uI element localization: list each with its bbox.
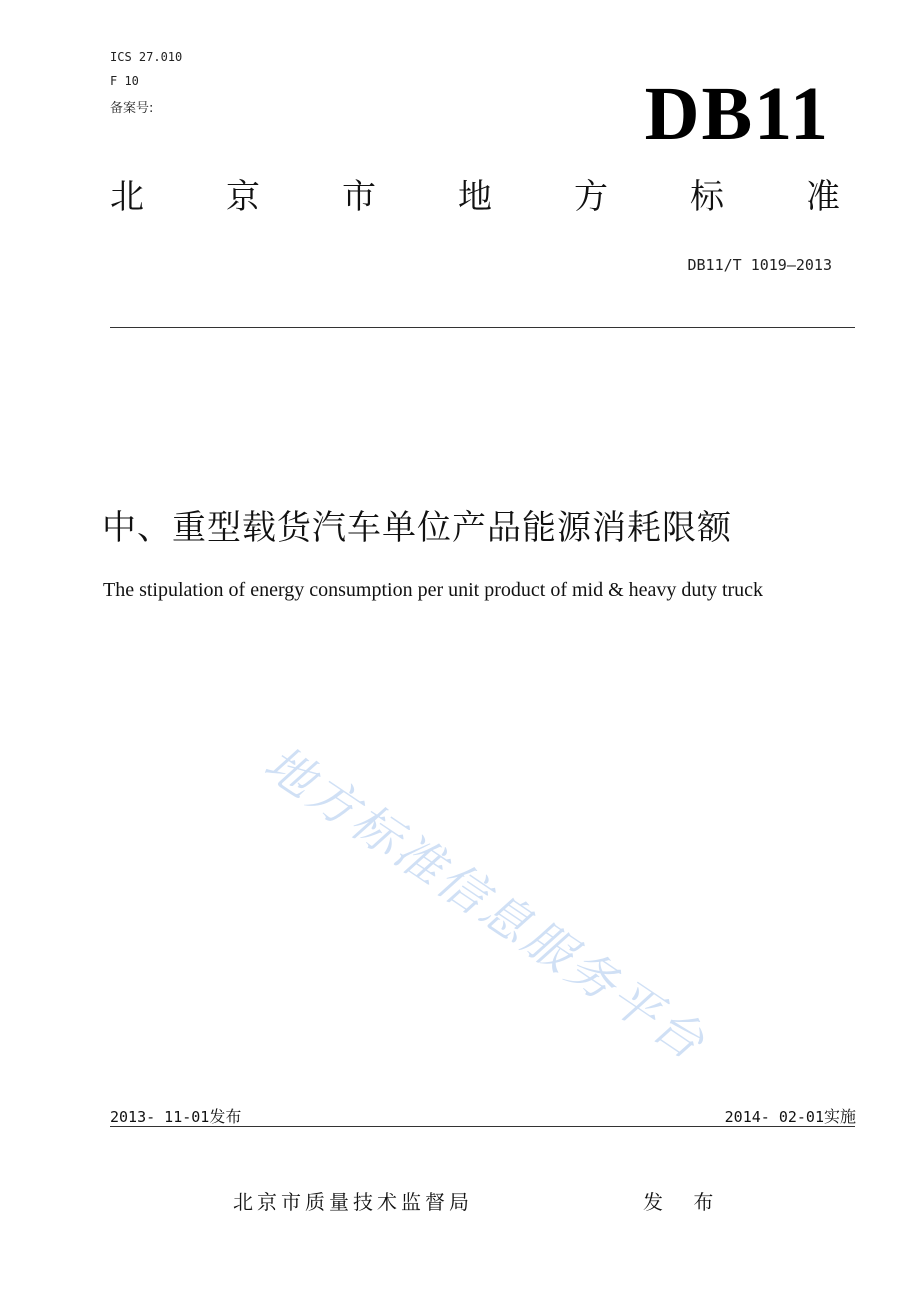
issue-date-line xyxy=(110,1104,241,1127)
standard-number: DB11/T 1019—2013 xyxy=(687,256,832,274)
publish-label: 发 布 xyxy=(643,1190,726,1214)
standard-type-char: 北 xyxy=(110,177,144,217)
record-number-label: 备案号: xyxy=(110,101,154,116)
standard-type-char: 方 xyxy=(574,177,608,217)
implementation-date-line xyxy=(725,1104,856,1127)
standard-type-char: 标 xyxy=(690,177,724,217)
standard-type-heading xyxy=(110,177,840,217)
header-divider xyxy=(110,327,855,328)
standard-type-char: 市 xyxy=(342,177,376,217)
publisher-name: 北京市质量技术监督局 xyxy=(233,1190,473,1214)
issue-label: 发布 xyxy=(209,1107,242,1126)
standard-type-char: 准 xyxy=(806,177,840,217)
dates-divider xyxy=(110,1126,855,1127)
implementation-date: 2014- 02-01 xyxy=(724,1108,824,1126)
standard-logo: DB11 xyxy=(644,72,830,156)
watermark-text: 地方标准信息服务平台 xyxy=(254,735,717,1073)
ics-code: ICS 27.010 xyxy=(110,50,183,64)
ccs-code: F 10 xyxy=(110,74,139,88)
document-title-english: The stipulation of energy consumption per unit product of mid & heavy duty truck xyxy=(103,579,764,601)
standard-type-char: 京 xyxy=(226,177,260,217)
standard-type-char: 地 xyxy=(458,177,492,217)
issue-date: 2013- 11-01 xyxy=(110,1108,210,1126)
document-title-chinese: 中、重型载货汽车单位产品能源消耗限额 xyxy=(102,508,732,548)
implementation-label: 实施 xyxy=(823,1107,856,1126)
